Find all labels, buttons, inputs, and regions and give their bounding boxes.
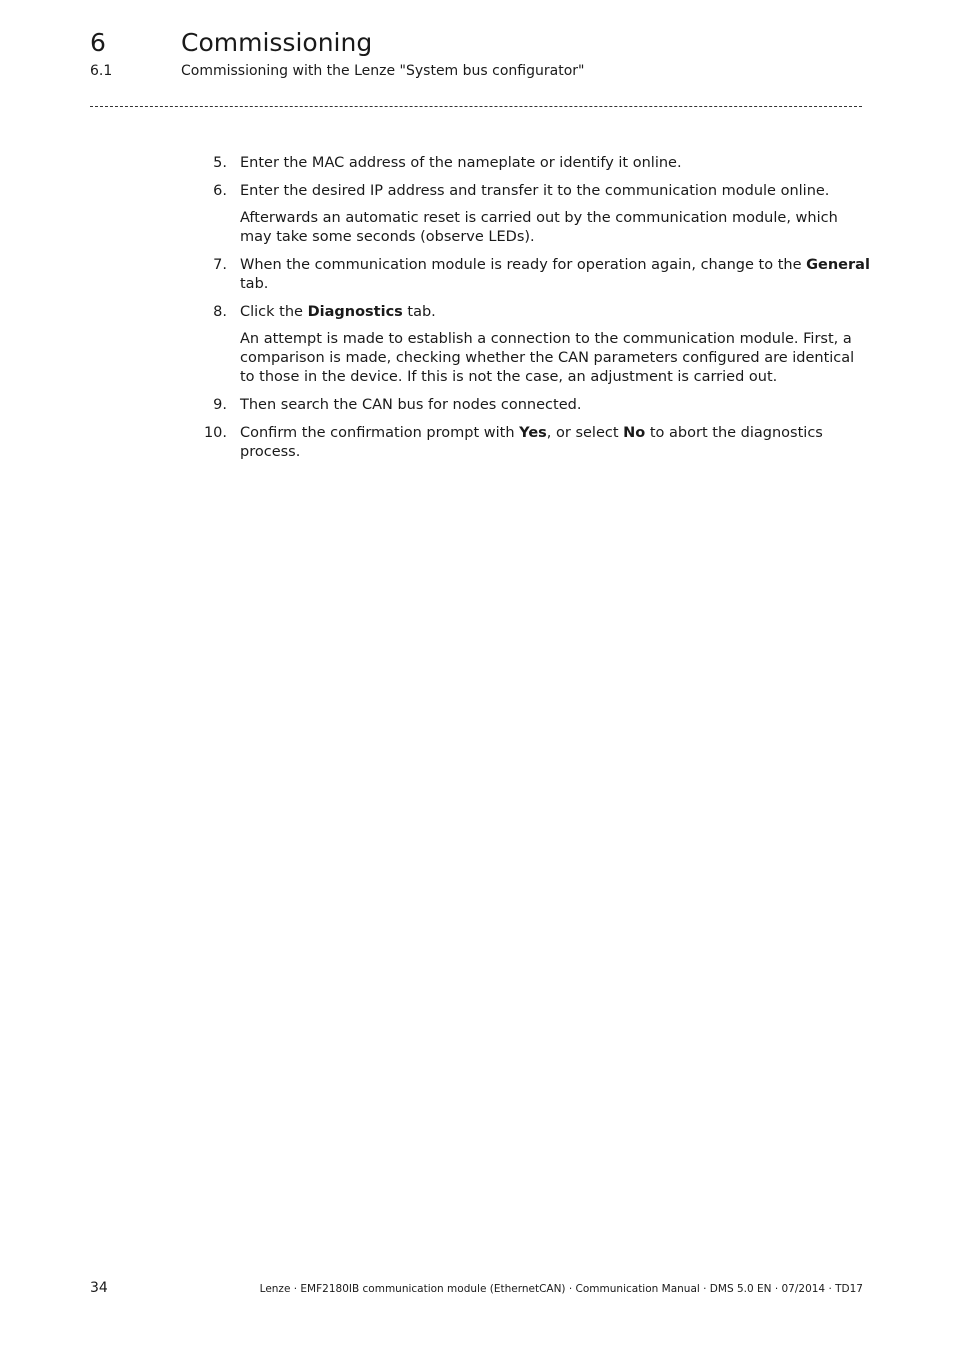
step-8 (181, 303, 871, 387)
step-text: Enter the desired IP address and transfer it to the communication module online. (240, 183, 830, 199)
step-number: 7. (213, 257, 227, 273)
step-text: When the communication module is ready for operation again, change to the General tab. (240, 257, 870, 292)
step-number: 8. (213, 304, 227, 320)
header-divider (90, 106, 862, 107)
step-number: 10. (203, 425, 227, 441)
step-10 (181, 424, 871, 462)
tab-name-general: General (806, 257, 870, 273)
section-number: 6.1 (90, 63, 113, 79)
footer-text: Lenze · EMF2180IB communication module (EthernetCAN) · Communication Manual · DMS 5.0 EN · 07/2014 · TD17 (259, 1283, 863, 1295)
step-6 (181, 182, 871, 247)
step-text: Click the Diagnostics tab. (240, 304, 436, 320)
tab-name-diagnostics: Diagnostics (307, 304, 403, 320)
step-number: 5. (213, 155, 227, 171)
step-text: Enter the MAC address of the nameplate or identify it online. (240, 155, 682, 171)
step-note: Afterwards an automatic reset is carried out by the communication module, which may take some seconds (observe LEDs). (240, 210, 838, 245)
step-5 (181, 154, 871, 173)
step-9 (181, 396, 871, 415)
step-note: An attempt is made to establish a connection to the communication module. First, a comparison is made, checking whether the CAN parameters configured are identical to those in the device. If this is not the case, an adjustment is carried out. (240, 331, 855, 385)
chapter-title: Commissioning (181, 28, 373, 57)
steps-list (181, 154, 871, 471)
chapter-number: 6 (90, 28, 106, 57)
option-no: No (623, 425, 646, 441)
section-title: Commissioning with the Lenze "System bus configurator" (181, 63, 585, 79)
step-7 (181, 256, 871, 294)
option-yes: Yes (519, 425, 547, 441)
page-number: 34 (90, 1280, 108, 1296)
step-text: Confirm the confirmation prompt with Yes, or select No to abort the diagnostics process. (240, 425, 823, 460)
step-number: 6. (213, 183, 227, 199)
step-text: Then search the CAN bus for nodes connected. (240, 397, 582, 413)
step-number: 9. (213, 397, 227, 413)
